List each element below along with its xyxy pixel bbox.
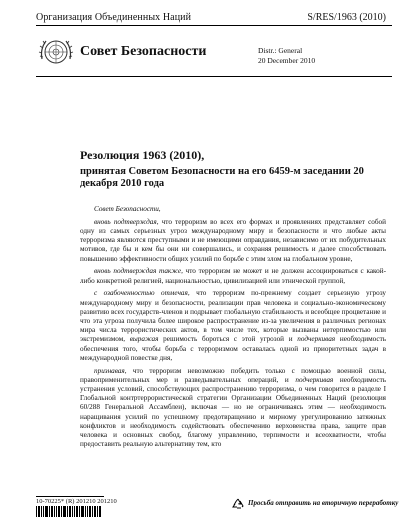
distribution-label: Distr.: General [258,46,303,55]
preamble-paragraph-3: с озабоченностью отмечая, что терроризм по-прежнему создает серьезную угрозу международному миру и безопасности, реализации прав человека и социально-экономическому развитию всех государств-членов и подрывает глобальную стабильность и всеобщее процветание и что эта угроза получила более широкое распространение из-за увеличения в различных регионах мира числа террористических актов, в том числе тех, которые вызваны нетерпимостью или экстремизмом, выражая решимость бороться с этой угрозой и подчеркивая необходимость обеспечения того, чтобы борьба с терроризмом оставалась одной из приоритетных задач в международной повестке дня, [80,289,387,362]
heading-rule [36,76,392,77]
footer-rule [36,496,104,497]
para3-lead: с озабоченностью отмечая, [94,289,190,298]
council-line: Совет Безопасности, [94,205,161,213]
recycle-icon [232,498,244,510]
document-job-number: 10-70225* (R) 201210 201210 [36,498,117,505]
document-symbol: S/RES/1963 (2010) [307,12,386,23]
para4-lead: признавая, [94,366,127,375]
para1-lead: вновь подтверждая, [94,217,159,226]
resolution-body [80,205,386,453]
distribution-block [258,46,315,66]
preamble-paragraph-4: признавая, что терроризм невозможно победить только с помощью военной силы, правоприменительных мер и разведывательных операций, и подчеркивая необходимость устранения условий, способствующих распространению терроризма, о чем говорится в разделе I Глобальной контртеррористической стратегии Организации Объединенных Наций (резолюция 60/288 Генеральной Ассамблеи), включая — но не ограничиваясь этим — необходимость наращивания усилий по успешному предотвращению и мирному урегулированию затяжных конфликтов и необходимость содействовать обеспечению верховенства права, защите прав человека и основных свобод, благому управлению, терпимости и всеохватности, чтобы предоставить реальную альтернативу тем, кто [80,366,387,449]
barcode-icon [36,506,102,517]
organization-name: Организация Объединенных Наций [36,12,192,23]
issue-date: 20 December 2010 [258,56,316,65]
resolution-subtitle: принятая Советом Безопасности на его 6459-м заседании 20 декабря 2010 года [80,166,364,189]
recycle-note: Просьба отправить на вторичную переработку [248,499,399,507]
council-title: Совет Безопасности [80,44,207,59]
header-rule [36,25,392,26]
un-emblem-icon [36,35,76,71]
preamble-paragraph-1: вновь подтверждая, что терроризм во всех его формах и проявлениях представляет собой одну из самых серьезных угроз международному миру и безопасности и что любые акты терроризма являются преступными и не имеющими оправдания, независимо от их побудительных мотивов, где бы и кем бы они ни совершались, и сохраняя решимость и далее способствовать повышению эффективности общих усилий по борьбе с этим злом на глобальном уровне, [80,217,386,263]
para2-lead: вновь подтверждая также, [94,267,183,276]
preamble-paragraph-2: вновь подтверждая также, что терроризм не может и не должен ассоциироваться с какой-либо конкретной религией, национальностью, цивилизацией или этнической группой, [80,267,386,285]
resolution-title: Резолюция 1963 (2010), [80,148,205,162]
